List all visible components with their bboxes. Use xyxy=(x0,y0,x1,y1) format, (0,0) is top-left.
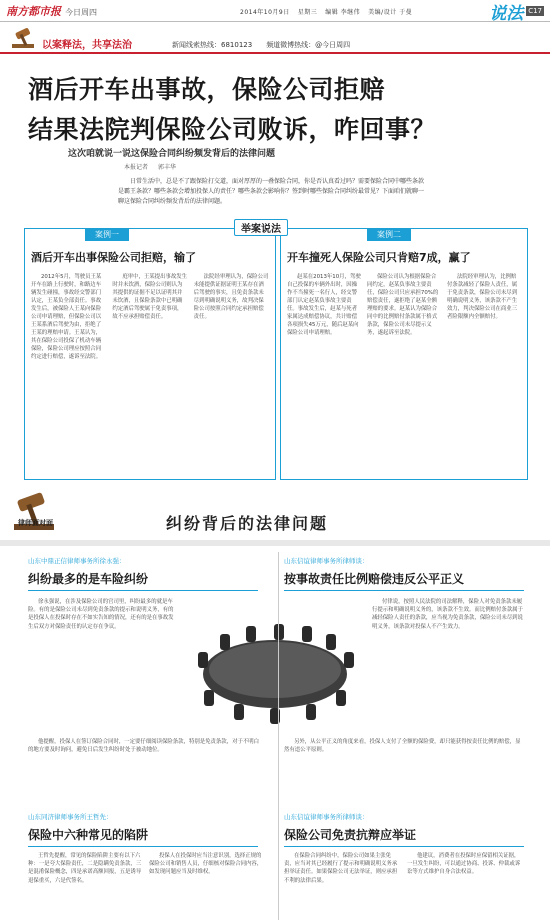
gavel-icon xyxy=(8,26,38,50)
lawyer-name: 山东同济律师事务所王哲先： xyxy=(28,813,113,821)
analysis-paragraph: 王哲先提醒，常见的保险陷阱主要有以下六种：一是夸大保险责任，二是隐瞒免责条款，三是混淆保险概念，四是承诺高额回报，五是诱导退保重买，六是代签名。 xyxy=(28,853,142,884)
case-paragraph: 法院经审理认为，比例赔付条款减轻了保险人责任，属于免责条款，保险公司未尽到明确说明义务，该条款不产生效力，判决保险公司在商业三者险限额内全额赔付。 xyxy=(447,274,518,320)
case-paragraph: 保险公司认为根据保险合同约定，赵某负事故主要责任，保险公司只应承担70%的赔偿责任，遂拒绝了赵某全额理赔的要求。赵某认为保险合同中的比例赔付条款属于格式条款，保险公司未尽提示义务，遂起诉至法院。 xyxy=(367,274,439,336)
issue-meta: 2014年10月9日 星期三 编辑 李继伟 美编/设计 于曼 xyxy=(240,9,413,16)
hotline-info: 新闻线索热线：6810123 频道微博热线：@今日周四 xyxy=(172,41,351,49)
analysis-body xyxy=(28,852,264,920)
analysis-paragraph: 付律说，按照人民法院的司法解释，保险人对免责条款未履行提示和明确说明义务的，该条款不生效。而比例赔付条款属于减轻保险人责任的条款，应当视为免责条款，保险公司未尽到说明义务，该条款对投保人不产生效力。 xyxy=(372,599,523,630)
divider xyxy=(284,846,524,847)
case-body xyxy=(31,273,269,475)
analysis-paragraph: 他建议，消费者在投保时应保留相关证据，一旦发生纠纷，可以通过协商、投诉、仲裁或诉讼等方式维护自身合法权益。 xyxy=(407,853,521,876)
headline-line1: 酒后开车出事故，保险公司拒赔 xyxy=(28,75,386,104)
headline-subtitle: 这次咱就说一说这保险合同纠纷频发背后的法律问题 xyxy=(68,149,276,159)
analysis-body xyxy=(284,852,524,920)
analysis-section-title: 纠纷背后的法律问题 xyxy=(166,514,329,533)
analysis-body xyxy=(284,738,524,798)
analysis-paragraph: 另外，从公平正义的角度来看，投保人支付了全额的保险费，却只能获得按责任比例的赔偿，显然有违公平原则。 xyxy=(284,739,521,754)
column-divider xyxy=(278,552,279,920)
lawyer-name: 山东信谊律师事务所律师谈： xyxy=(284,813,369,821)
analysis-section-tag: 律师面对面 xyxy=(18,519,53,527)
case-two-box xyxy=(280,228,528,480)
divider xyxy=(0,52,550,54)
case-paragraph: 赵某在2013年10月，驾驶自己投保的车辆外出时，因操作不当撞死一名行人，经交警部门认定赵某负事故主要责任。事故发生后，赵某与死者家属达成赔偿协议，共计赔偿各项损失45万元，随后赵某向保险公司申请理赔。 xyxy=(287,274,361,336)
analysis-title: 保险中六种常见的陷阱 xyxy=(28,828,149,842)
page-header xyxy=(0,0,550,22)
analysis-body xyxy=(372,598,524,733)
case-body xyxy=(287,273,521,475)
section-label: 说法 C17 xyxy=(489,3,542,24)
section-slogan: 以案释法，共享法治 xyxy=(42,40,132,51)
analysis-paragraph: 投保人在投保时应当注意识别，选择正规的保险公司和销售人员，仔细核对保险合同内容，如发现问题应当及时维权。 xyxy=(149,853,263,876)
analysis-paragraph: 徐永强说，在涉及保险公司的官司里，纠纷最多的就是车险。有的是保险公司未尽到免责条款的提示和说明义务，有的是投保人在投保时存在不如实告知的情况，还有的是在事故发生后双方对保险责任的认定存在争议。 xyxy=(28,599,174,630)
case-one-box xyxy=(24,228,276,480)
case-tab: 案例一 xyxy=(85,228,129,241)
analysis-paragraph: 他提醒，投保人在签订保险合同时，一定要仔细阅读保险条款，特别是免责条款，对于不明白的地方要及时询问，避免日后发生纠纷时处于被动地位。 xyxy=(28,739,260,754)
analysis-title: 保险公司免责抗辩应举证 xyxy=(284,828,417,842)
analysis-title: 纠纷最多的是车险纠纷 xyxy=(28,572,149,586)
analysis-title: 按事故责任比例赔偿违反公平正义 xyxy=(284,572,465,586)
case-tab: 案例二 xyxy=(367,228,411,241)
analysis-paragraph: 在保险合同纠纷中，保险公司如果主张免责，应当对其已经履行了提示和明确说明义务承担举证责任。如果保险公司无法举证，则应承担不利的法律后果。 xyxy=(284,853,398,884)
lawyer-name: 山东中鼎正信律师事务所徐永强： xyxy=(28,557,126,565)
cases-section-label: 举案说法 xyxy=(234,219,288,236)
analysis-body xyxy=(28,598,178,733)
divider xyxy=(28,590,258,591)
headline-line2: 结果法院判保险公司败诉，咋回事？ xyxy=(28,115,437,144)
newspaper-logo: 南方都市报 今日周四 xyxy=(6,5,97,18)
case-title: 酒后开车出事保险公司拒赔，输了 xyxy=(31,251,196,264)
divider xyxy=(284,590,524,591)
case-paragraph: 庭审中，王某提出事故发生时并未饮酒，保险公司则认为其提供的证据不足以证明其并未饮酒，且保险条款中已明确约定酒后驾驶属于免责事项，故不应承担赔偿责任。 xyxy=(112,274,188,320)
page-number: C17 xyxy=(528,7,542,15)
byline: 本报记者 郭丰华 xyxy=(124,164,177,171)
case-paragraph: 法院经审理认为，保险公司未能提供证据证明王某存在酒后驾驶的事实，且免责条款未尽到明确说明义务，故判决保险公司按照合同约定承担赔偿责任。 xyxy=(193,274,269,320)
divider xyxy=(28,846,258,847)
divider xyxy=(0,540,550,546)
case-title: 开车撞死人保险公司只肯赔7成，赢了 xyxy=(287,251,471,264)
case-paragraph: 2012年5月，驾驶员王某开车在路上行驶时，和路边车辆发生碰撞，事故经交警部门认定，王某负全部责任。事故发生后，被保险人王某向保险公司申请理赔，但保险公司以王某系酒后驾驶为由，拒绝了王某的理赔申请。王某认为，其在保险公司投保了机动车辆保险，保险公司理应按照合同约定进行赔偿，遂诉至法院。 xyxy=(31,274,102,360)
lawyer-name: 山东信谊律师事务所律师谈： xyxy=(284,557,369,565)
analysis-body xyxy=(28,738,264,798)
meeting-table-illustration xyxy=(184,612,366,730)
lead-paragraph: 日常生活中，总是不了跟保险打交道，面对厚厚的一叠保险合同，你是否认真看过吗？需要保险合同中哪些条款是霸王条款？哪些条款会增加投保人的责任？哪些条款会影响你？签到时哪些保险合同纠纷最常见？下面咱们就聊一聊这保险合同纠纷频发背后的法律问题。 xyxy=(118,178,425,205)
